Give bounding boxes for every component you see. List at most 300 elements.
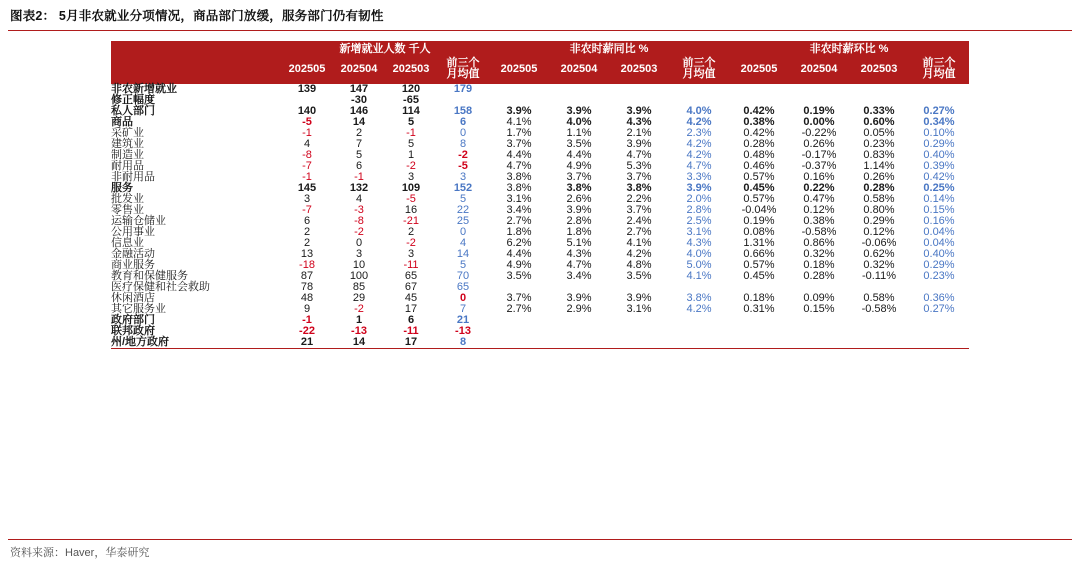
row-value: 2.9% <box>566 303 592 315</box>
table-row <box>111 260 969 271</box>
row-value <box>849 326 909 337</box>
row-value: 65 <box>404 270 418 282</box>
table-row <box>111 150 969 161</box>
row-value: 4.2% <box>686 116 712 128</box>
row-value: 3.9% <box>506 105 532 117</box>
row-value <box>789 337 849 349</box>
row-value: 0.09% <box>803 292 835 304</box>
row-value <box>909 337 969 349</box>
header-jobs-202504: 202504 <box>333 58 385 84</box>
row-value: 2.1% <box>626 127 652 139</box>
row-value: 0.66% <box>743 248 775 260</box>
row-value: 4.0% <box>686 105 712 117</box>
row-value: 6 <box>407 314 415 326</box>
row-label: 休闲酒店 <box>111 292 155 304</box>
row-value: 21 <box>281 337 333 349</box>
row-value: 139 <box>297 83 317 95</box>
row-value: 4.8% <box>626 259 652 271</box>
row-label: 商品 <box>111 116 133 128</box>
row-value: 0.04% <box>923 226 955 238</box>
table-row <box>111 183 969 194</box>
row-value: 48 <box>300 292 314 304</box>
row-value: 179 <box>453 83 473 95</box>
row-value: 5 <box>407 116 415 128</box>
row-value: 3.9% <box>566 292 592 304</box>
row-value <box>549 337 609 349</box>
table-row <box>111 161 969 172</box>
row-value: 4.7% <box>686 160 712 172</box>
row-label: 制造业 <box>111 149 144 161</box>
row-value: 0.57% <box>743 193 775 205</box>
row-value: 0 <box>459 127 467 139</box>
row-value <box>489 315 549 326</box>
row-value: 0.62% <box>863 248 895 260</box>
row-value <box>609 337 669 349</box>
avg-line1: 前三个 <box>446 57 480 69</box>
row-value: 1.8% <box>506 226 532 238</box>
row-value: 2.8% <box>686 204 712 216</box>
row-value: 0.38% <box>743 116 775 128</box>
table-row <box>111 271 969 282</box>
row-value <box>549 84 609 95</box>
row-value: 0.27% <box>923 303 955 315</box>
table-row <box>111 194 969 205</box>
row-value: 70 <box>456 270 470 282</box>
header-yoy-avg <box>669 58 729 84</box>
row-value: -1 <box>354 171 364 183</box>
row-value: 0.05% <box>863 127 895 139</box>
row-value: 14 <box>352 116 366 128</box>
row-value: 4.3% <box>626 116 652 128</box>
row-value <box>909 84 969 95</box>
row-value: -21 <box>403 215 419 227</box>
row-value: -2 <box>458 149 468 161</box>
row-label: 州/地方政府 <box>111 337 281 349</box>
row-value: 5.1% <box>566 237 592 249</box>
avg-line1: 前三个 <box>922 57 956 69</box>
row-value: 9 <box>303 303 311 315</box>
row-value: 3 <box>355 248 363 260</box>
header-mom-202505: 202505 <box>729 58 789 84</box>
row-value: 4.1% <box>626 237 652 249</box>
row-value <box>729 326 789 337</box>
row-value: 0.42% <box>743 105 775 117</box>
row-value: 0 <box>459 226 467 238</box>
header-group-jobs: 新增就业人数 千人 <box>281 41 489 58</box>
row-value: 1.14% <box>863 160 895 172</box>
row-value: 2 <box>355 127 363 139</box>
row-value <box>489 84 549 95</box>
row-value: 3.7% <box>506 292 532 304</box>
row-value: -13 <box>351 325 367 337</box>
row-value: -0.04% <box>741 204 777 216</box>
row-value: 3.5% <box>566 138 592 150</box>
row-value: 0.38% <box>803 215 835 227</box>
table-row <box>111 172 969 183</box>
row-value: 5.3% <box>626 160 652 172</box>
row-value: 0.80% <box>863 204 895 216</box>
row-value: 0.18% <box>803 259 835 271</box>
row-value: 1.8% <box>566 226 592 238</box>
row-value: 0.23% <box>863 138 895 150</box>
row-value: 4.1% <box>506 116 532 128</box>
row-value: 3.5% <box>506 270 532 282</box>
row-value: 2.0% <box>686 193 712 205</box>
header-group-wage-yoy: 非农时薪同比 % <box>489 41 729 58</box>
row-value: 2.5% <box>686 215 712 227</box>
row-value: 3.4% <box>506 204 532 216</box>
avg-line2: 月均值 <box>922 68 956 80</box>
row-label: 商业服务 <box>111 259 155 271</box>
row-value: -65 <box>403 94 419 106</box>
row-value <box>609 84 669 95</box>
row-value: 8 <box>459 138 467 150</box>
row-value: 0.26% <box>863 171 895 183</box>
table-row <box>111 128 969 139</box>
row-value: -0.58% <box>861 303 897 315</box>
row-value: 5 <box>459 193 467 205</box>
row-value: 4.3% <box>686 237 712 249</box>
row-value: 0.48% <box>743 149 775 161</box>
row-value: -0.17% <box>801 149 837 161</box>
row-label: 其它服务业 <box>111 303 166 315</box>
row-value: -8 <box>302 149 312 161</box>
row-value: 2 <box>407 226 415 238</box>
row-value: 3.9% <box>626 138 652 150</box>
row-value: 147 <box>349 83 369 95</box>
row-value: 3 <box>303 193 311 205</box>
row-value: 0.45% <box>743 270 775 282</box>
row-value: 3.8% <box>686 292 712 304</box>
row-value <box>669 326 729 337</box>
row-value: 0.29% <box>923 138 955 150</box>
avg-line2: 月均值 <box>682 68 716 80</box>
row-value: 2.2% <box>626 193 652 205</box>
row-value: 0.45% <box>743 182 775 194</box>
table-row <box>111 326 969 337</box>
row-value <box>849 337 909 349</box>
figure-title: 图表2： 5月非农就业分项情况，商品部门放缓，服务部门仍有韧性 <box>10 9 384 23</box>
row-value <box>549 315 609 326</box>
row-label: 教育和保健服务 <box>111 270 188 282</box>
row-value: 0.04% <box>923 237 955 249</box>
row-label: 零售业 <box>111 204 144 216</box>
table-row <box>111 304 969 315</box>
row-value: 3.9% <box>686 182 712 194</box>
row-value: 5 <box>355 149 363 161</box>
row-value: 3.8% <box>506 182 532 194</box>
row-label: 信息业 <box>111 237 144 249</box>
header-jobs-202505: 202505 <box>281 58 333 84</box>
row-value: 3.7% <box>566 171 592 183</box>
row-value: 3.8% <box>626 182 652 194</box>
row-value: 3 <box>407 248 415 260</box>
row-value <box>609 315 669 326</box>
row-value: -7 <box>302 204 312 216</box>
row-value: 4.3% <box>566 248 592 260</box>
header-yoy-202505: 202505 <box>489 58 549 84</box>
table-row <box>111 238 969 249</box>
avg-line1: 前三个 <box>682 57 716 69</box>
row-value: 3.9% <box>626 292 652 304</box>
row-value: 4.4% <box>566 149 592 161</box>
row-value: -1 <box>302 314 312 326</box>
row-value: 3 <box>459 171 467 183</box>
row-value <box>669 84 729 95</box>
row-value: 4.7% <box>566 259 592 271</box>
table-row <box>111 95 969 106</box>
table-container <box>0 41 1080 349</box>
row-value: 132 <box>349 182 369 194</box>
row-value: 2 <box>303 226 311 238</box>
row-value: 0.15% <box>923 204 955 216</box>
row-value: -0.58% <box>801 226 837 238</box>
row-value: 25 <box>456 215 470 227</box>
row-value: 14 <box>456 248 470 260</box>
row-value: 13 <box>300 248 314 260</box>
row-value: 4 <box>303 138 311 150</box>
row-value: -0.37% <box>801 160 837 172</box>
row-value: 3 <box>407 171 415 183</box>
row-value: 4.2% <box>686 149 712 161</box>
row-value: -30 <box>351 94 367 106</box>
table-row <box>111 293 969 304</box>
row-value: 3.1% <box>506 193 532 205</box>
row-value: 0.57% <box>743 259 775 271</box>
row-value: -3 <box>354 204 364 216</box>
row-value <box>729 315 789 326</box>
row-value: 0.39% <box>923 160 955 172</box>
row-value: 3.4% <box>566 270 592 282</box>
row-value: 0.47% <box>803 193 835 205</box>
row-value: 3.1% <box>686 226 712 238</box>
figure-footer <box>0 539 1080 560</box>
row-value: -1 <box>302 127 312 139</box>
row-label: 建筑业 <box>111 138 144 150</box>
row-value: 1.7% <box>506 127 532 139</box>
row-value: 109 <box>401 182 421 194</box>
row-label: 医疗保健和社会救助 <box>111 281 210 293</box>
row-value: -2 <box>354 226 364 238</box>
row-value: 6.2% <box>506 237 532 249</box>
row-value: 0.23% <box>923 270 955 282</box>
header-corner <box>111 41 281 58</box>
row-value: 0.60% <box>863 116 895 128</box>
row-label: 公用事业 <box>111 226 155 238</box>
row-label: 非耐用品 <box>111 171 155 183</box>
row-value: 0.28% <box>743 138 775 150</box>
row-value <box>489 337 549 349</box>
row-value: -1 <box>302 171 312 183</box>
row-value: 29 <box>352 292 366 304</box>
row-value: 145 <box>297 182 317 194</box>
row-value: 0.16% <box>923 215 955 227</box>
table-row <box>111 84 969 95</box>
row-value: 0 <box>355 237 363 249</box>
footer-divider <box>8 539 1072 540</box>
row-label: 联邦政府 <box>111 325 155 337</box>
row-value: 0.18% <box>743 292 775 304</box>
row-value: 7 <box>459 303 467 315</box>
row-value: 0.29% <box>923 259 955 271</box>
header-corner-2 <box>111 58 281 84</box>
row-value: 0.57% <box>743 171 775 183</box>
row-value: -11 <box>403 325 419 337</box>
row-value: 0.31% <box>743 303 775 315</box>
row-value: 0.28% <box>863 182 895 194</box>
row-value: 78 <box>300 281 314 293</box>
row-value: 6 <box>355 160 363 172</box>
row-value <box>549 326 609 337</box>
table-row <box>111 106 969 117</box>
row-value: 3.3% <box>686 171 712 183</box>
row-value: 4.2% <box>626 248 652 260</box>
row-value: 1.31% <box>743 237 775 249</box>
row-value <box>909 315 969 326</box>
row-value: 2.7% <box>626 226 652 238</box>
row-value: 5 <box>459 259 467 271</box>
row-value: 0.25% <box>923 182 955 194</box>
row-value: -5 <box>406 193 416 205</box>
row-value <box>729 337 789 349</box>
row-value: -8 <box>354 215 364 227</box>
row-value: -0.11% <box>861 270 897 282</box>
row-value: -7 <box>302 160 312 172</box>
row-value: 140 <box>297 105 317 117</box>
row-value: 0.19% <box>743 215 775 227</box>
row-value: 4.4% <box>506 149 532 161</box>
row-value: 22 <box>456 204 470 216</box>
row-value: 5.0% <box>686 259 712 271</box>
row-value: 2.7% <box>506 215 532 227</box>
row-value: 6 <box>303 215 311 227</box>
row-value: 0.14% <box>923 193 955 205</box>
row-value: 4 <box>459 237 467 249</box>
row-value: 67 <box>404 281 418 293</box>
row-value: 4.4% <box>506 248 532 260</box>
row-value <box>789 326 849 337</box>
row-label: 修正幅度 <box>111 94 155 106</box>
row-value: 3.7% <box>506 138 532 150</box>
row-value: -22 <box>299 325 315 337</box>
table-row <box>111 117 969 128</box>
header-sub-row <box>111 58 969 84</box>
row-value: 4.7% <box>506 160 532 172</box>
row-value: 2.3% <box>686 127 712 139</box>
row-value: 3.7% <box>626 171 652 183</box>
row-value: 1 <box>407 149 415 161</box>
row-value <box>789 84 849 95</box>
row-value <box>669 337 729 349</box>
avg-line2: 月均值 <box>446 68 480 80</box>
row-value: 0.10% <box>923 127 955 139</box>
row-value: -0.22% <box>801 127 837 139</box>
row-value: 0.33% <box>863 105 895 117</box>
row-value: 0.58% <box>863 292 895 304</box>
table-row <box>111 139 969 150</box>
table-row <box>111 216 969 227</box>
row-value: 146 <box>349 105 369 117</box>
row-value: 0.83% <box>863 149 895 161</box>
row-value: 3.1% <box>626 303 652 315</box>
row-value: 3.8% <box>566 182 592 194</box>
row-value: 0.34% <box>923 116 955 128</box>
row-value: 45 <box>404 292 418 304</box>
row-value: 120 <box>401 83 421 95</box>
row-value: -2 <box>354 303 364 315</box>
row-value: 14 <box>333 337 385 349</box>
row-value: 0.19% <box>803 105 835 117</box>
row-value: 0.40% <box>923 248 955 260</box>
row-value: 4.1% <box>686 270 712 282</box>
row-value: -18 <box>299 259 315 271</box>
row-label: 运输仓储业 <box>111 215 166 227</box>
row-value: 0.22% <box>803 182 835 194</box>
row-label: 私人部门 <box>111 105 155 117</box>
row-value: 3.7% <box>626 204 652 216</box>
row-value: 0.16% <box>803 171 835 183</box>
row-value: 2.6% <box>566 193 592 205</box>
row-value: 158 <box>453 105 473 117</box>
row-value: 2.4% <box>626 215 652 227</box>
row-value: 4.9% <box>506 259 532 271</box>
row-value: 0.28% <box>803 270 835 282</box>
row-value: 0.12% <box>863 226 895 238</box>
row-value: 3.5% <box>626 270 652 282</box>
header-jobs-avg <box>437 58 489 84</box>
table-row <box>111 337 969 349</box>
header-mom-202504: 202504 <box>789 58 849 84</box>
header-yoy-202504: 202504 <box>549 58 609 84</box>
source-note: 资料来源：Haver，华泰研究 <box>10 547 150 559</box>
table-row <box>111 315 969 326</box>
table-row <box>111 249 969 260</box>
table-body <box>111 84 969 349</box>
row-value: 0.46% <box>743 160 775 172</box>
row-value: 4.2% <box>686 138 712 150</box>
row-value: 4.0% <box>566 116 592 128</box>
row-value: 1.1% <box>566 127 592 139</box>
row-value: 8 <box>437 337 489 349</box>
row-value: 2 <box>303 237 311 249</box>
table-row <box>111 205 969 216</box>
row-value: 3.9% <box>566 204 592 216</box>
header-mom-avg <box>909 58 969 84</box>
row-value: 3.8% <box>506 171 532 183</box>
row-value: 0.08% <box>743 226 775 238</box>
header-yoy-202503: 202503 <box>609 58 669 84</box>
row-value: 0 <box>459 292 467 304</box>
row-value <box>849 315 909 326</box>
row-value: 114 <box>402 105 420 117</box>
header-mom-202503: 202503 <box>849 58 909 84</box>
row-value <box>669 315 729 326</box>
row-label: 批发业 <box>111 193 144 205</box>
row-value: 4.9% <box>566 160 592 172</box>
row-value: 21 <box>456 314 470 326</box>
title-divider <box>8 30 1072 31</box>
row-value: 7 <box>355 138 363 150</box>
row-value: 1 <box>355 314 363 326</box>
row-value: 3.9% <box>566 105 592 117</box>
row-value <box>609 326 669 337</box>
row-value: 16 <box>404 204 418 216</box>
row-value: 0.86% <box>803 237 835 249</box>
row-value <box>849 84 909 95</box>
row-value: 0.26% <box>803 138 835 150</box>
row-value: 4 <box>355 193 363 205</box>
row-value: -13 <box>455 325 471 337</box>
